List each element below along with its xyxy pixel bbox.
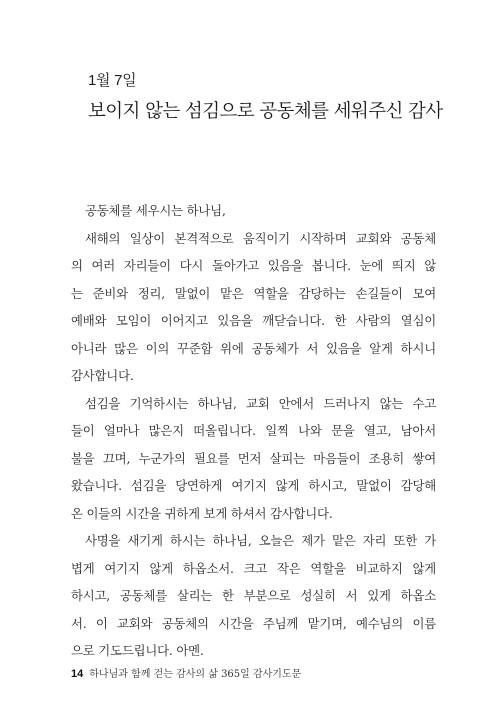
text-line: 하시고, 공동체를 살리는 한 부분으로 성실히 서 있게 하옵소 [71,588,436,603]
text-line: 볍게 여기지 않게 하옵소서. 크고 작은 역할을 비교하지 않게 [71,560,436,576]
text-line: 온 이들의 시간을 귀하게 보게 하셔서 감사합니다. [71,505,333,521]
text-line: 불을 끄며, 누군가의 필요를 먼저 살피는 마음들이 조용히 쌓여 [71,450,436,466]
text-line: 섬김을 기억하시는 하나님, 교회 안에서 드러나지 않는 수고 [85,395,436,411]
text-line: 들이 얼마나 많은지 떠올립니다. 일찍 나와 문을 열고, 남아서 [71,423,436,438]
text-line: 서. 이 교회와 공동체의 시간을 주님께 맡기며, 예수님의 이름 [71,615,436,631]
text-line: 아니라 많은 이의 꾸준함 위에 공동체가 서 있음을 알게 하시니 [71,340,436,356]
page-title: 보이지 않는 섬김으로 공동체를 세워주신 감사 [88,101,443,122]
text-line: 공동체를 세우시는 하나님, [85,203,226,218]
text-line: 새해의 일상이 본격적으로 움직이기 시작하며 교회와 공동체 [85,230,436,246]
date-heading: 1월 7일 [88,72,137,89]
text-line: 는 준비와 정리, 말없이 맡은 역할을 감당하는 손길들이 모여 [71,285,436,301]
text-line: 으로 기도드립니다. 아멘. [71,643,204,658]
prayer-body [71,197,436,665]
text-line: 예배와 모임이 이어지고 있음을 깨닫습니다. 한 사람의 열심이 [71,313,436,328]
text-line: 왔습니다. 섬김을 당연하게 여기지 않게 하시고, 말없이 감당해 [71,478,436,493]
page-number: 14 [71,668,84,680]
text-line: 감사합니다. [71,368,134,383]
book-title: 하나님과 함께 걷는 감사의 삶 365일 감사기도문 [89,669,302,680]
page-footer [71,665,301,680]
text-line: 의 여러 자리들이 다시 돌아가고 있음을 봅니다. 눈에 띄지 않 [71,258,436,273]
text-line: 사명을 새기게 하시는 하나님, 오늘은 제가 맡은 자리 또한 가 [85,533,436,548]
